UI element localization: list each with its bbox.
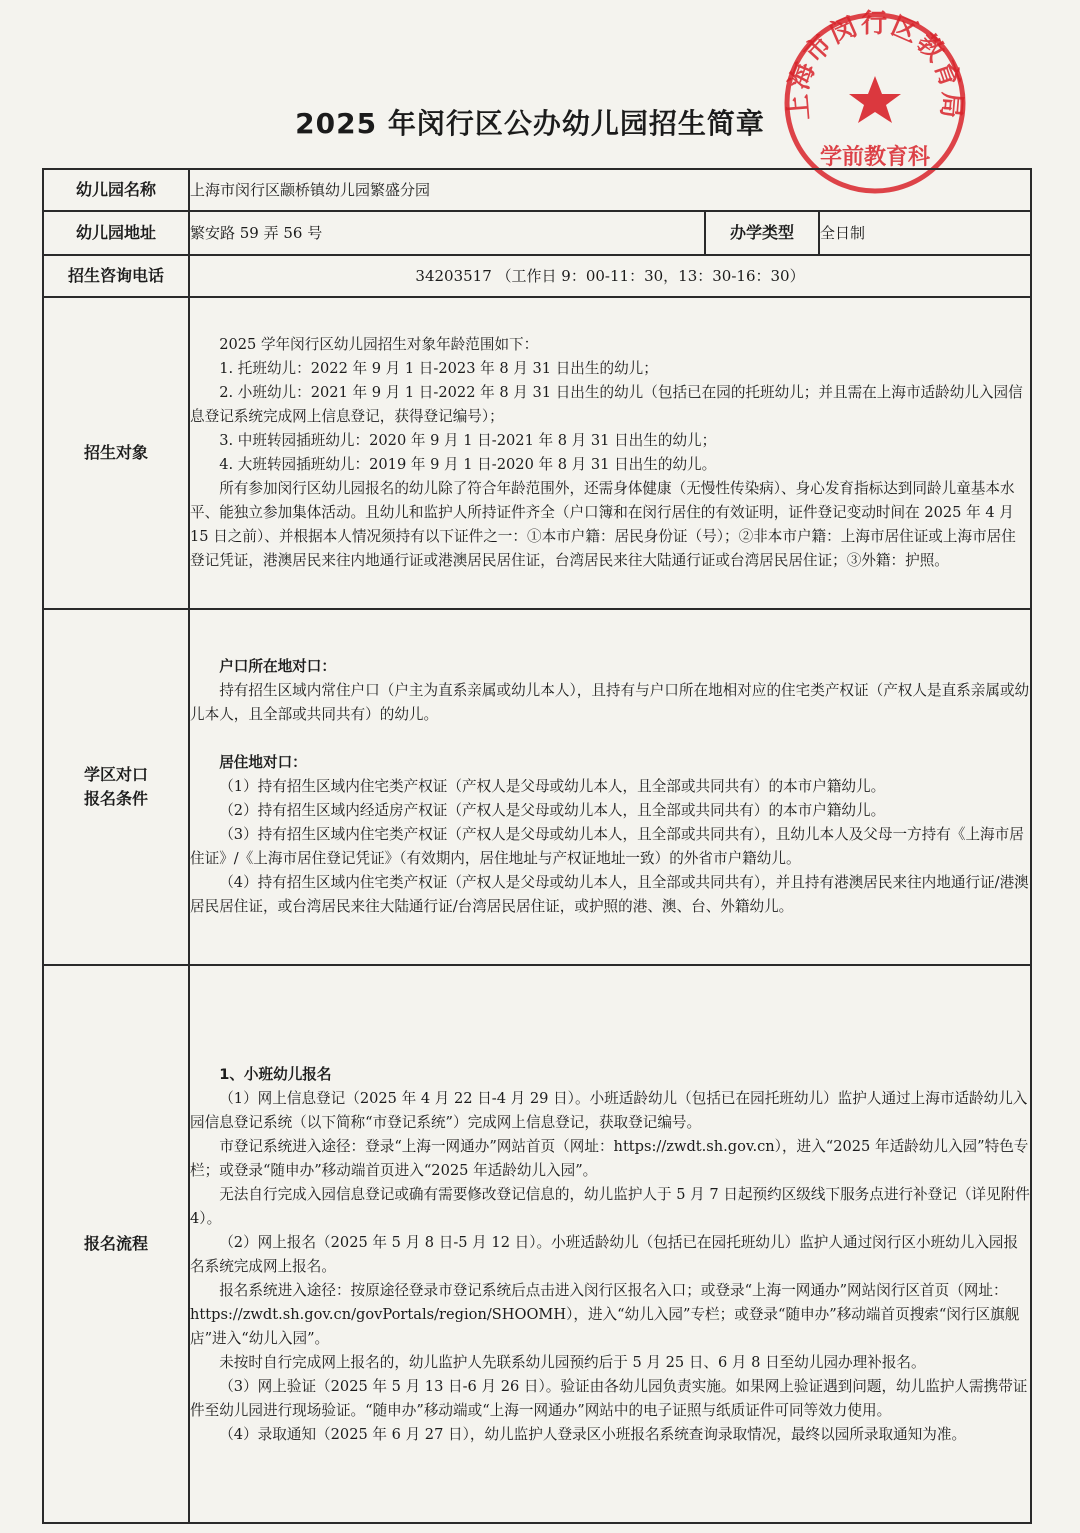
target-para: 2025 学年闵行区幼儿园招生对象年龄范围如下：: [219, 336, 539, 353]
content-target: [189, 297, 1031, 609]
process-para: 未按时自行完成网上报名的，幼儿监护人先联系幼儿园预约后于 5 月 25 日、6 月 8 日至幼儿园办理补报名。: [219, 1354, 926, 1371]
label-target: 招生对象: [43, 297, 189, 609]
process-para: 市登记系统进入途径：登录“上海一网通办”网站首页（网址：https://zwdt.sh.gov.cn），进入“2025 年适龄幼儿入园”特色专栏；或登录“随申办”移动端首页进入“2025 年适龄幼儿入园”。: [190, 1138, 1029, 1179]
row-address: [43, 211, 1031, 255]
district-item: （1）持有招生区域内住宅类产权证（产权人是父母或幼儿本人，且全部或共同共有）的本市户籍幼儿。: [219, 778, 886, 795]
label-district-line1: 学区对口: [83, 765, 148, 784]
row-phone: [43, 255, 1031, 297]
target-para: 3. 中班转园插班幼儿：2020 年 9 月 1 日-2021 年 8 月 31 日出生的幼儿；: [219, 432, 717, 449]
row-district: [43, 609, 1031, 965]
process-heading: 1、小班幼儿报名: [219, 1066, 332, 1083]
label-kindergarten-name: 幼儿园名称: [43, 169, 189, 211]
seal-star-icon: [849, 76, 901, 123]
enrollment-table: [42, 168, 1032, 1524]
target-para: 4. 大班转园插班幼儿：2019 年 9 月 1 日-2020 年 8 月 31 日出生的幼儿。: [219, 456, 717, 473]
process-para: （3）网上验证（2025 年 5 月 13 日-6 月 26 日）。验证由各幼儿园负责实施。如果网上验证遇到问题，幼儿监护人需携带证件至幼儿园进行现场验证。“随申办”移动端或“上海一网通办”网站中的电子证照与纸质证件可同等效力使用。: [190, 1378, 1028, 1419]
process-para: （1）网上信息登记（2025 年 4 月 22 日-4 月 29 日）。小班适龄幼儿（包括已在园托班幼儿）监护人通过上海市适龄幼儿入园信息登记系统（以下简称“市登记系统”）完成网上信息登记，获取登记编号。: [190, 1090, 1028, 1131]
target-para: 所有参加闵行区幼儿园报名的幼儿除了符合年龄范围外，还需身体健康（无慢性传染病）、身心发育指标达到同龄儿童基本水平、能独立参加集体活动。且幼儿和监护人所持证件齐全（户口簿和在闵行居住的有效证明，证件登记变动时间在 2025 年 4 月 15 日之前）、并根据本人情况须持有以下证件之一：①本市户籍：居民身份证（号）；②非本市户籍：上海市居住证或上海市居住登记凭证，港澳居民来往内地通行证或港澳居民居住证，台湾居民来往大陆通行证或台湾居民居住证；③外籍：护照。: [190, 480, 1016, 569]
label-school-type: 办学类型: [705, 211, 819, 255]
value-school-type: 全日制: [819, 211, 1031, 255]
value-phone: 34203517 （工作日 9：00-11：30，13：30-16：30）: [189, 255, 1031, 297]
value-address: 繁安路 59 弄 56 号: [189, 211, 705, 255]
label-district: [43, 609, 189, 965]
content-district: [189, 609, 1031, 965]
label-address: 幼儿园地址: [43, 211, 189, 255]
label-phone: 招生咨询电话: [43, 255, 189, 297]
target-para: 2. 小班幼儿：2021 年 9 月 1 日-2022 年 8 月 31 日出生的幼儿（包括已在园的托班幼儿；并且需在上海市适龄幼儿入园信息登记系统完成网上信息登记，获得登记编号）；: [190, 384, 1023, 425]
content-process: [189, 965, 1031, 1523]
row-target: [43, 297, 1031, 609]
district-para: 持有招生区域内常住户口（户主为直系亲属或幼儿本人），且持有与户口所在地相对应的住宅类产权证（产权人是直系亲属或幼儿本人，且全部或共同共有）的幼儿。: [190, 682, 1030, 723]
value-kindergarten-name: 上海市闵行区颛桥镇幼儿园繁盛分园: [189, 169, 1031, 211]
district-heading-hukou: 户口所在地对口：: [219, 658, 336, 675]
seal-dept-text: 学前教育科: [819, 145, 931, 170]
process-para: （4）录取通知（2025 年 6 月 27 日），幼儿监护人登录区小班报名系统查询录取情况，最终以园所录取通知为准。: [219, 1426, 967, 1443]
row-process: [43, 965, 1031, 1523]
district-item: （3）持有招生区域内住宅类产权证（产权人是父母或幼儿本人，且全部或共同共有），且幼儿本人及父母一方持有《上海市居住证》/《上海市居住登记凭证》（有效期内，居住地址与产权证地址一致）的外省市户籍幼儿。: [190, 826, 1024, 867]
district-item: （2）持有招生区域内经适房产权证（产权人是父母或幼儿本人，且全部或共同共有）的本市户籍幼儿。: [219, 802, 886, 819]
process-para: （2）网上报名（2025 年 5 月 8 日-5 月 12 日）。小班适龄幼儿（包括已在园托班幼儿）监护人通过闵行区小班幼儿入园报名系统完成网上报名。: [190, 1234, 1019, 1275]
target-para: 1. 托班幼儿：2022 年 9 月 1 日-2023 年 8 月 31 日出生的幼儿；: [219, 360, 658, 377]
label-process: 报名流程: [43, 965, 189, 1523]
document-title: 2025 年闵行区公办幼儿园招生简章: [295, 107, 765, 140]
seal-org-text: 上海市闵行区教育局: [783, 9, 967, 122]
process-para: 无法自行完成入园信息登记或确有需要修改登记信息的，幼儿监护人于 5 月 7 日起预约区级线下服务点进行补登记（详见附件 4）。: [190, 1186, 1030, 1227]
district-heading-residence: 居住地对口：: [219, 754, 307, 771]
row-kindergarten-name: [43, 169, 1031, 211]
label-district-line2: 报名条件: [83, 789, 148, 808]
process-para: 报名系统进入途径：按原途径登录市登记系统后点击进入闵行区报名入口；或登录“上海一网通办”网站闵行区首页（网址：https://zwdt.sh.gov.cn/govPortals/region/SHOOMH），进入“幼儿入园”专栏；或登录“随申办”移动端首页搜索“闵行区旗舰店”进入“幼儿入园”。: [190, 1282, 1020, 1347]
district-item: （4）持有招生区域内住宅类产权证（产权人是父母或幼儿本人，且全部或共同共有），并且持有港澳居民来往内地通行证/港澳居民居住证，或台湾居民来往大陆通行证/台湾居民居住证，或护照的港、澳、台、外籍幼儿。: [190, 874, 1029, 915]
